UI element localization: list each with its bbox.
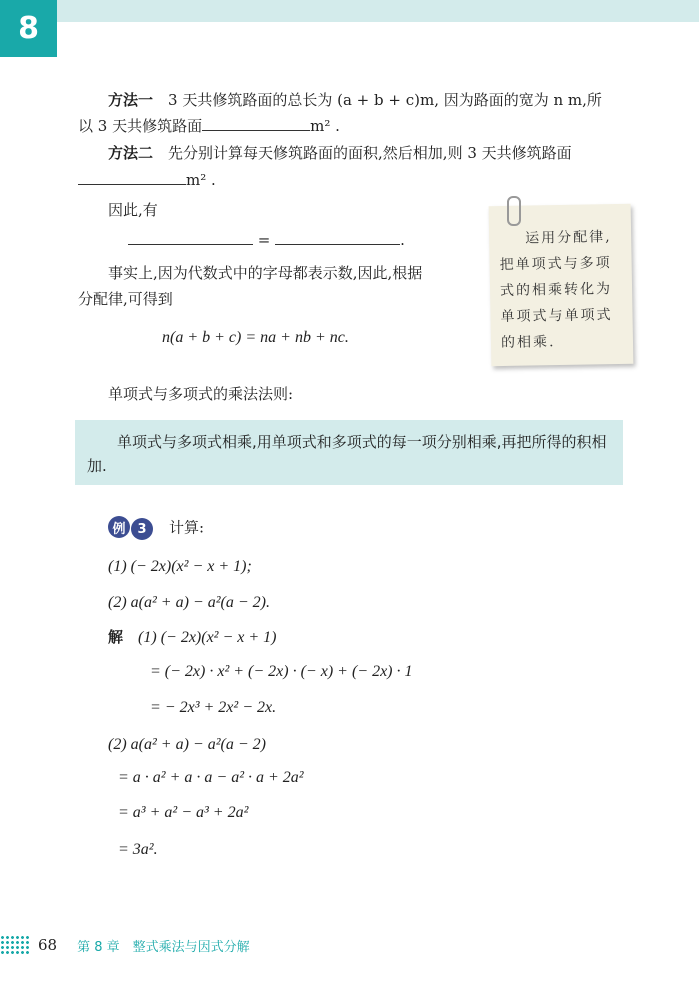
note-line: 单项式与单项式 [500,307,613,326]
question-1: (1) (− 2x)(x² − x + 1); [108,558,252,575]
side-note [489,204,634,366]
example-heading [108,516,204,540]
note-line: 的相乘. [500,334,556,352]
page-number: 68 [38,936,58,954]
equation-blanks [128,230,405,250]
example-number-badge: 3 [131,518,153,540]
method2-line2 [78,170,216,190]
chapter-title: 第 8 章 整式乘法与因式分解 [77,939,250,955]
example-prompt: 计算: [169,518,205,537]
header-band [57,0,699,22]
rule-heading: 单项式与多项式的乘法法则: [108,385,294,403]
answer-blank[interactable] [202,116,310,131]
method1-text2: 以 3 天共修筑路面 [78,117,203,135]
unit: m² . [310,117,340,135]
answer-blank[interactable] [128,230,253,245]
note-line: 式的相乘转化为 [499,281,613,300]
chapter-number-tab: 8 [0,0,57,57]
solution-step: = (− 2x) · x² + (− 2x) · (− x) + (− 2x) · 1 [150,663,413,680]
solution-1 [108,627,277,648]
period: . [400,231,405,249]
answer-blank[interactable] [78,170,186,185]
solution-step: (2) a(a² + a) − a²(a − 2) [108,736,266,753]
paperclip-icon [507,196,521,226]
method1-text: 3 天共修筑路面的总长为 (a + b + c)m, 因为路面的宽为 n m,所 [168,91,602,109]
equals-sign: = [257,231,271,249]
method1-label: 方法一 [108,91,154,109]
solution-label: 解 [108,628,124,646]
note-line: 运用分配律, [525,229,612,247]
method2-line1 [108,143,572,163]
method1-line1 [108,90,602,110]
unit: m² . [186,171,216,189]
method2-text: 先分别计算每天修筑路面的面积,然后相加,则 3 天共修筑路面 [168,144,572,162]
dots-decoration-icon [0,935,30,955]
fact-line2: 分配律,可得到 [78,290,173,308]
answer-blank[interactable] [275,230,400,245]
rule-text: 单项式与多项式相乘,用单项式和多项式的每一项分别相乘,再把所得的积相加. [87,433,607,475]
example-badge: 例 [108,516,130,538]
solution-step: = a³ + a² − a³ + 2a² [118,804,249,821]
solution-step: = − 2x³ + 2x² − 2x. [150,699,277,716]
method2-label: 方法二 [108,144,154,162]
solution-step: = a · a² + a · a − a² · a + 2a² [118,769,304,786]
rule-box [75,420,623,485]
page-footer [0,935,250,955]
note-line: 把单项式与多项 [499,255,612,274]
method1-line2 [78,116,340,136]
solution-step: (1) (− 2x)(x² − x + 1) [138,629,277,646]
solution-step: = 3a². [118,841,158,858]
therefore-text: 因此,有 [108,201,158,219]
question-2: (2) a(a² + a) − a²(a − 2). [108,594,270,611]
distributive-identity: n(a + b + c) = na + nb + nc. [162,329,349,346]
fact-line1: 事实上,因为代数式中的字母都表示数,因此,根据 [108,264,423,282]
